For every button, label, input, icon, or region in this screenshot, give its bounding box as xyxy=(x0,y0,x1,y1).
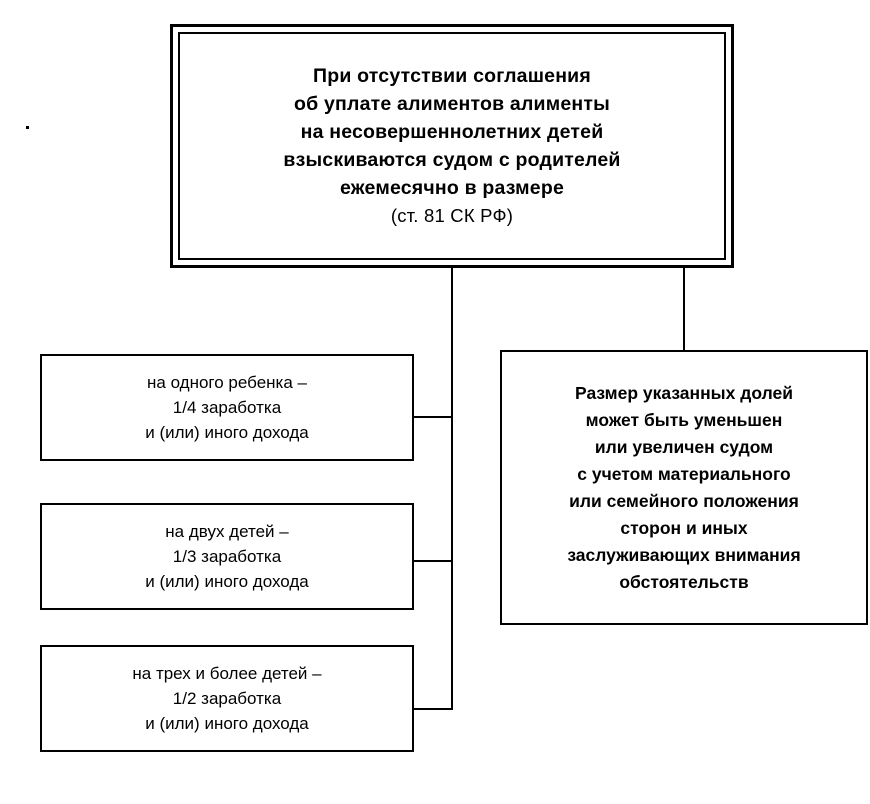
note-line-7: заслуживающих внимания xyxy=(567,544,801,565)
root-line-1: При отсутствии соглашения xyxy=(313,65,591,87)
root-legal-reference: (ст. 81 СК РФ) xyxy=(390,205,514,226)
root-node-inner-frame xyxy=(178,32,726,260)
page-speck xyxy=(26,126,29,129)
note-line-4: с учетом материального xyxy=(577,463,791,484)
root-line-3: на несовершеннолетних детей xyxy=(300,121,604,143)
node-three-or-more-line-3: и (или) иного дохода xyxy=(145,714,309,733)
node-two-children-line-2: 1/3 заработка xyxy=(172,547,282,566)
root-node-text xyxy=(180,62,724,230)
connector-to-child-1 xyxy=(412,416,453,418)
node-three-or-more-line-1: на трех и более детей – xyxy=(132,664,322,683)
node-one-child xyxy=(40,354,414,461)
node-three-or-more-line-2: 1/2 заработка xyxy=(172,689,282,708)
node-one-child-line-2: 1/4 заработка xyxy=(172,398,282,417)
root-line-4: взыскиваются судом с родителей xyxy=(283,149,621,171)
node-two-children xyxy=(40,503,414,610)
node-one-child-text xyxy=(42,370,412,445)
node-two-children-line-3: и (или) иного дохода xyxy=(145,572,309,591)
node-share-adjustment-note xyxy=(500,350,868,625)
connector-to-child-3 xyxy=(412,708,453,710)
note-line-2: может быть уменьшен xyxy=(585,409,783,430)
note-line-1: Размер указанных долей xyxy=(575,382,793,403)
node-two-children-text xyxy=(42,519,412,594)
root-line-5: ежемесячно в размере xyxy=(339,177,565,199)
node-three-or-more-children-text xyxy=(42,661,412,736)
connector-root-to-note xyxy=(683,268,685,352)
node-one-child-line-1: на одного ребенка – xyxy=(147,373,307,392)
node-share-adjustment-text xyxy=(502,380,866,596)
note-line-3: или увеличен судом xyxy=(594,436,774,457)
root-line-2: об уплате алиментов алименты xyxy=(294,93,610,115)
note-line-6: сторон и иных xyxy=(620,517,748,538)
node-two-children-line-1: на двух детей – xyxy=(165,522,289,541)
root-node-alimony-rule xyxy=(170,24,734,268)
connector-left-trunk xyxy=(451,416,453,710)
node-one-child-line-3: и (или) иного дохода xyxy=(145,423,309,442)
note-line-5: или семейного положения xyxy=(569,490,799,511)
connector-root-to-left-branch xyxy=(451,268,453,418)
connector-to-child-2 xyxy=(412,560,453,562)
node-three-or-more-children xyxy=(40,645,414,752)
note-line-8: обстоятельств xyxy=(619,571,749,592)
